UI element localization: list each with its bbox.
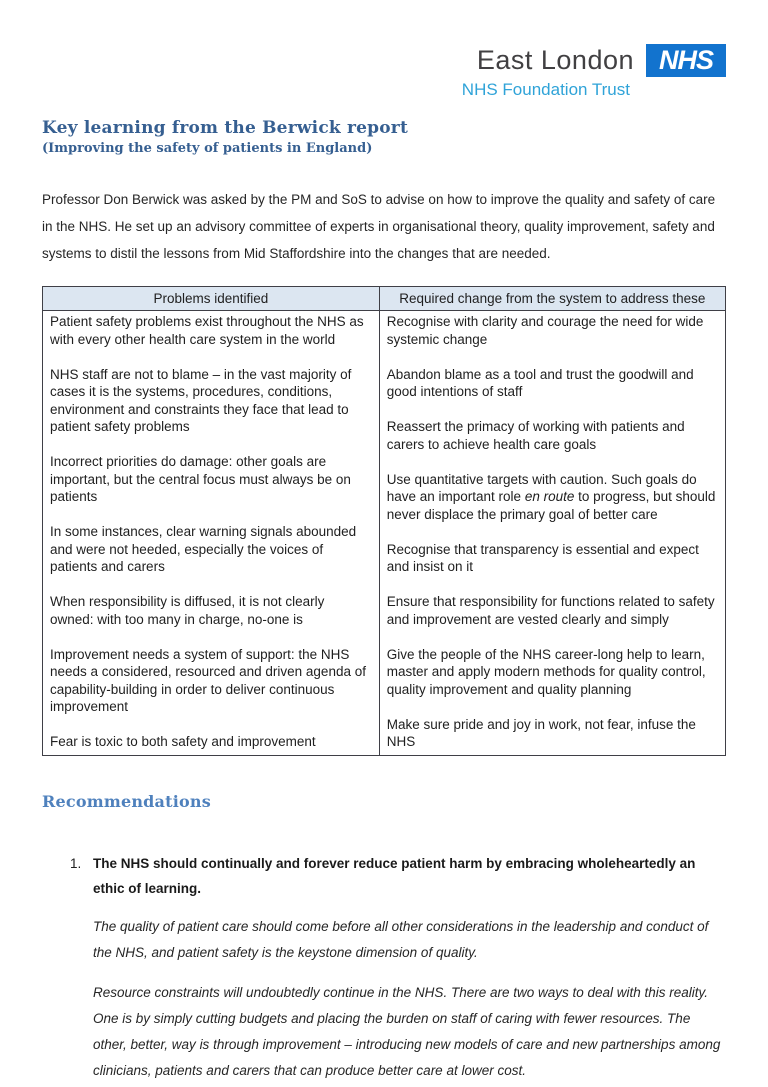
berwick-table: [42, 286, 726, 756]
recommendation-item-1: [42, 851, 726, 1084]
trust-name: East London: [476, 45, 634, 75]
recommendation-number: 1.: [70, 855, 82, 871]
problems-cell: [43, 311, 380, 756]
problem-item: Fear is toxic to both safety and improvement: [50, 734, 316, 749]
recommendation-paragraph: The quality of patient care should come before all other considerations in the leadership and conduct of the NHS, and patient safety is the keystone dimension of quality.: [93, 918, 709, 960]
change-item: Recognise with clarity and courage the need for wide systemic change: [386, 314, 704, 347]
table-header-row: [43, 287, 726, 311]
trust-subtitle: NHS Foundation Trust: [461, 80, 630, 99]
change-item: Abandon blame as a tool and trust the goodwill and good intentions of staff: [386, 366, 694, 399]
page-subtitle: (Improving the safety of patients in England): [42, 141, 373, 156]
nhs-logo-icon: NHS: [646, 44, 726, 77]
recommendation-paragraph: Resource constraints will undoubtedly continue in the NHS. There are two ways to deal with this reality. One is by simply cutting budgets and placing the burden on staff of caring with fewer resources. The other, better, way is through improvement – introducing new models of care and new partnerships among clinicians, patients and carers that can produce better care at lower cost.: [93, 984, 721, 1078]
change-item: Recognise that transparency is essential and expect and insist on it: [386, 541, 699, 574]
recommendation-title: The NHS should continually and forever reduce patient harm by embracing wholeheartedly an ethic of learning.: [93, 855, 696, 896]
change-item: Make sure pride and joy in work, not fear, infuse the NHS: [386, 716, 696, 749]
recommendations-heading: Recommendations: [42, 791, 211, 811]
problem-item: Improvement needs a system of support: the NHS needs a considered, resourced and driven agenda of capability-building in order to deliver continuous improvement: [50, 646, 366, 714]
change-item: Reassert the primacy of working with patients and carers to achieve health care goals: [386, 419, 685, 452]
intro-paragraph: Professor Don Berwick was asked by the PM and SoS to advise on how to improve the quality and safety of care in the NHS. He set up an advisory committee of experts in organisational theory, quality improvement, safety and systems to distil the lessons from Mid Staffordshire into the changes that are needed.: [42, 192, 716, 261]
problem-item: When responsibility is diffused, it is not clearly owned: with too many in charge, no-one is: [50, 594, 325, 627]
changes-cell: [379, 311, 725, 756]
trust-logo: [42, 0, 726, 100]
column-header-changes: Required change from the system to address these: [379, 287, 725, 311]
change-item: Ensure that responsibility for functions related to safety and improvement are vested clearly and simply: [386, 594, 715, 627]
table-body-row: [43, 311, 726, 756]
problem-item: NHS staff are not to blame – in the vast majority of cases it is the systems, procedures, conditions, environment and constraints they face that lead to patient safety problems: [50, 366, 352, 434]
problem-item: Patient safety problems exist throughout the NHS as with every other health care system in the world: [50, 314, 364, 347]
change-item: Use quantitative targets with caution. Such goals do have an important role en route to progress, but should never displace the primary goal of better care: [386, 471, 716, 522]
problem-item: In some instances, clear warning signals abounded and were not heeded, especially the voices of patients and carers: [50, 524, 357, 574]
column-header-problems: Problems identified: [43, 287, 380, 311]
page-title: Key learning from the Berwick report: [42, 118, 408, 138]
problem-item: Incorrect priorities do damage: other goals are important, but the central focus must always be on patients: [50, 454, 351, 504]
change-item: Give the people of the NHS career-long help to learn, master and apply modern methods for quality control, quality improvement and quality planning: [386, 646, 706, 697]
